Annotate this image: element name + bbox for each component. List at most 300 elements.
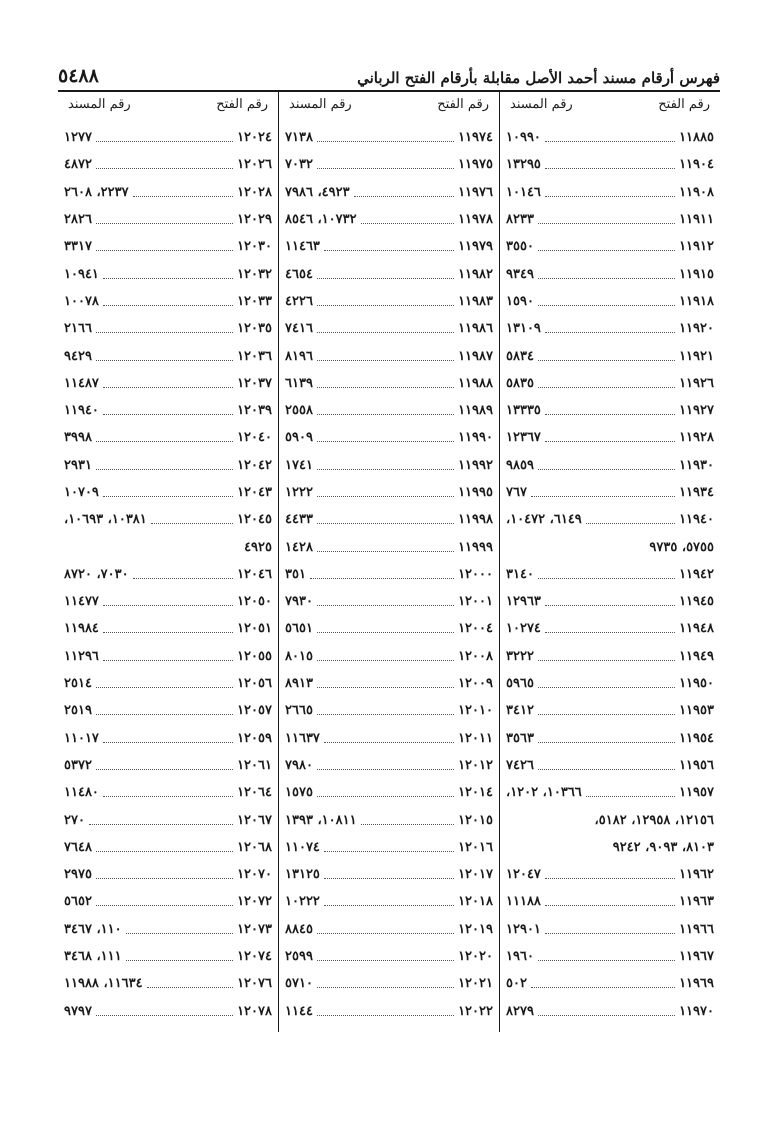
table-row [62,479,274,506]
fath-number: ٥٧١٠ [285,976,313,992]
dot-leader [545,878,675,879]
dot-leader [96,1015,233,1016]
fath-number: ١٢٢٢ [285,485,313,500]
fath-number: ٣١٤٠ [506,566,534,582]
dot-leader [538,1015,675,1016]
fath-number: ٨٩١٣ [285,676,313,692]
fath-number: ١٢٩٦٣ [506,594,541,610]
table-row [62,397,274,424]
dot-leader [354,196,454,197]
fath-number: ٦١٣٩ [285,375,313,391]
table-row [62,806,274,833]
fath-number: ١١٦٣٧ [285,730,320,746]
fath-number: ٢٦٦٥ [285,703,313,719]
musnad-number: ١٢٠١٤ [458,785,493,801]
dot-leader [96,360,233,361]
musnad-number: ١١٩١٨ [679,293,714,309]
musnad-number: ١١٩٢٦ [679,375,714,391]
musnad-number: ١٢٠١٥ [458,812,493,828]
table-row [504,260,716,287]
musnad-number: ١٢٠٧٨ [237,1003,272,1019]
dot-leader [147,987,234,988]
table-row [504,424,716,451]
dot-leader [545,632,675,633]
fath-number: ١٢٧٧ [64,130,92,146]
dot-leader [545,441,675,442]
table-row [62,670,274,697]
fath-number: ٤٤٣٣ [285,512,313,528]
dot-leader [324,905,454,906]
musnad-number: ١٢٠٦١ [237,757,272,773]
table-row [283,615,495,642]
table-row [283,533,495,560]
fath-number: ١٠٢٧٤ [506,621,541,637]
musnad-number: ١٢٠١٩ [458,921,493,937]
fath-number: ١٥٧٥ [285,785,313,801]
musnad-number: ١١٩١١ [679,212,714,228]
musnad-number: ١٢٠٧٦ [237,976,272,992]
dot-leader [103,796,233,797]
musnad-number: ١٢٠٢٠ [458,949,493,965]
dot-leader [538,687,675,688]
musnad-number: ١٢٠٥٠ [237,594,272,610]
musnad-number: ١١٩٢١ [679,348,714,364]
musnad-number: ١١٩٦٧ [679,949,714,965]
musnad-number: ١٢٠٥١ [237,621,272,637]
fath-number: ١٠٨١١، ١٣٩٣ [285,812,357,828]
dot-leader [96,714,233,715]
table-row [504,861,716,888]
fath-number: ١٢٠٤٧ [506,867,541,883]
column-header [62,92,274,116]
musnad-number: ١١٩٠٤ [679,157,714,173]
table-row [62,725,274,752]
dot-leader [531,496,675,497]
fath-number: ٥٠٢ [506,976,527,992]
dot-leader [103,605,233,606]
dot-leader [538,960,675,961]
fath-number: ١٠٧٠٩ [64,485,99,500]
fath-number: ١٤٢٨ [285,539,313,555]
dot-leader [545,605,675,606]
musnad-number: ١١٩٤٢ [679,566,714,582]
dot-leader [96,441,233,442]
fath-number: ٩٤٢٩ [64,348,92,364]
fath-number: ١٠٩٩٠ [506,130,541,146]
musnad-number: ١١٩٩٨ [458,512,493,528]
fath-number: ٥٣٧٢ [64,757,92,773]
fath-number: ٢١٦٦ [64,321,92,337]
fath-number: ٥٨٣٤ [506,348,534,364]
musnad-number: ١٢٠٤٢ [237,457,272,473]
fath-number: ٧٩٣٠ [285,594,313,610]
dot-leader [538,250,675,251]
table-row [504,179,716,206]
dot-leader [545,905,675,906]
fath-number: ٢٥٥٨ [285,403,313,419]
dot-leader [96,905,233,906]
dot-leader [317,278,454,279]
table-row [283,779,495,806]
fath-number: ٧٠٣٠، ٨٧٢٠ [64,566,129,582]
dot-leader [103,496,233,497]
musnad-number: ١٢٠٣٩ [237,403,272,419]
page-header [58,62,720,92]
table-row [283,288,495,315]
fath-number: ١١٩٤٠ [64,403,99,419]
musnad-number: ١٢٠١٢ [458,757,493,773]
musnad-number: ١٢٠٢٤ [237,130,272,146]
table-row [283,943,495,970]
fath-number: ٨٢٣٣ [506,212,534,228]
dot-leader [96,469,233,470]
musnad-number: ١٢٠٤٠ [237,430,272,446]
dot-leader [317,960,454,961]
table-row [504,725,716,752]
table-row [283,179,495,206]
dot-leader [96,141,233,142]
table-row [504,124,716,151]
table-row [504,615,716,642]
table-row [504,670,716,697]
dot-leader [324,742,454,743]
dot-leader [545,332,675,333]
fath-number: ٥٩٠٩ [285,430,313,446]
fath-number: ٣٤١٢ [506,703,534,719]
table-row [62,697,274,724]
table-row-continuation [504,806,716,833]
musnad-number: ١٢٠٦٨ [237,839,272,855]
dot-leader [538,278,675,279]
table-row [283,888,495,915]
fath-number: ١١٤٧٧ [64,594,99,610]
fath-number: ٨٨٤٥ [285,921,313,937]
musnad-number: ١١٩٩٢ [458,457,493,473]
fath-number: ٢٩٧٥ [64,867,92,883]
table-row [504,288,716,315]
fath-number: ١٢٩٠١ [506,921,541,937]
dot-leader [545,933,675,934]
table-row [283,643,495,670]
fath-number: ٥٨٣٥ [506,375,534,391]
fath-number: ١١٤٤ [285,1003,313,1019]
dot-leader [317,687,454,688]
dot-leader [317,632,454,633]
table-row [283,206,495,233]
musnad-number: ١٢٠٠٤ [458,621,493,637]
fath-number: ١٠٣٦٦، ١٢٠٢، [506,785,582,801]
dot-leader [545,414,675,415]
dot-leader [317,523,454,524]
table-row [62,206,274,233]
fath-number: ١٣٢٩٥ [506,157,541,173]
musnad-number: ١٢٠٠١ [458,594,493,610]
table-row [62,179,274,206]
fath-number: ٢٧٠ [64,812,85,828]
table-row [62,888,274,915]
musnad-number: ١١٩٥٦ [679,757,714,773]
table-row [62,561,274,588]
musnad-number: ١١٩٢٨ [679,430,714,446]
musnad-number: ١١٩٨٦ [458,321,493,337]
table-row [62,315,274,342]
musnad-number: ١١٩٨٢ [458,266,493,282]
rows-container [62,124,274,1025]
musnad-number: ١١٩١٥ [679,266,714,282]
dot-leader [317,360,454,361]
fath-number: ١١٦٣٤، ١١٩٨٨ [64,976,143,992]
table-row [504,233,716,260]
table-row [504,916,716,943]
dot-leader [324,250,454,251]
musnad-number: ١١٩٥٠ [679,676,714,692]
dot-leader [96,851,233,852]
fath-number: ١١٢٩٦ [64,648,99,664]
musnad-number: ١١٩١٢ [679,239,714,255]
musnad-number: ١١٩٤٠ [679,512,714,528]
index-column-3 [58,92,278,1032]
musnad-number: ١٢٠٣٥ [237,321,272,337]
fath-number: ١٥٩٠ [506,293,534,309]
index-table [58,92,720,1032]
dot-leader [538,305,675,306]
table-row-continuation [504,834,716,861]
dot-leader [586,796,675,797]
dot-leader [317,1015,454,1016]
table-row [504,588,716,615]
musnad-number: ١١٩٩٥ [458,485,493,500]
dot-leader [96,687,233,688]
table-row [62,752,274,779]
musnad-header: رقم المسند [510,96,573,112]
dot-leader [151,523,233,524]
musnad-number: ١١٩٧٨ [458,212,493,228]
fath-number: ١١٠٧٤ [285,839,320,855]
fath-number: ٧٩٨٠ [285,757,313,773]
table-row [283,233,495,260]
table-row [504,151,716,178]
musnad-number: ١٢٠٧٠ [237,867,272,883]
table-row [283,916,495,943]
table-row [504,998,716,1025]
musnad-header: رقم المسند [68,96,131,112]
fath-number: ١٣١٢٥ [285,867,320,883]
table-row [504,397,716,424]
fath-number: ٢٨٢٦ [64,212,92,228]
musnad-number: ١٢٠١٧ [458,867,493,883]
fath-number: ٨١٠٣، ٩٠٩٣، ٩٢٤٢ [612,839,714,855]
dot-leader [538,578,675,579]
table-row [62,970,274,997]
musnad-number: ١٢٠٣٠ [237,239,272,255]
table-row [504,643,716,670]
musnad-number: ١١٩٤٨ [679,621,714,637]
fath-number: ٣٥١ [285,566,306,582]
musnad-number: ١٢٠٥٧ [237,703,272,719]
page-number: ٥٤٨٨ [58,65,99,87]
fath-number: ١١١٨٨ [506,894,541,910]
fath-number: ١٣٣٣٥ [506,403,541,419]
dot-leader [538,469,675,470]
table-row [62,151,274,178]
fath-number: ٦١٤٩، ١٠٤٧٢، [506,512,582,528]
dot-leader [317,305,454,306]
column-header [504,92,716,116]
fath-number: ٢٩٣١ [64,457,92,473]
musnad-number: ١٢٠٣٧ [237,375,272,391]
table-row [283,452,495,479]
table-row [283,834,495,861]
dot-leader [317,496,454,497]
dot-leader [133,578,233,579]
musnad-number: ١٢٠٣٢ [237,266,272,282]
musnad-number: ١٢٠٧٣ [237,921,272,937]
fath-number: ١١١، ٣٤٦٨ [64,949,122,965]
table-row [62,643,274,670]
table-row [283,697,495,724]
fath-number: ٢٥٩٩ [285,949,313,965]
table-row [62,916,274,943]
musnad-number: ١٢٠٥٥ [237,648,272,664]
musnad-number: ١٢٠٧٤ [237,949,272,965]
fath-number: ٢٥١٤ [64,676,92,692]
table-row [504,970,716,997]
fath-number: ٣٣١٧ [64,239,92,255]
table-row [504,479,716,506]
table-row [504,206,716,233]
musnad-number: ١٢٠٥٦ [237,676,272,692]
dot-leader [317,796,454,797]
table-row [504,943,716,970]
table-row-continuation [62,533,274,560]
musnad-number: ١٢٠١٦ [458,839,493,855]
fath-number: ١٩٦٠ [506,949,534,965]
dot-leader [538,660,675,661]
dot-leader [310,578,454,579]
musnad-number: ١٢٠٢٢ [458,1003,493,1019]
dot-leader [324,878,454,879]
musnad-number: ١١٩٣٤ [679,485,714,500]
musnad-number: ١٢٠٦٤ [237,785,272,801]
table-row [283,806,495,833]
musnad-number: ١٢٠٣٣ [237,293,272,309]
dot-leader [545,196,675,197]
musnad-number: ١١٩٩٩ [458,539,493,555]
musnad-number: ١٢٠٤٥ [237,512,272,528]
fath-number: ٤٦٥٤ [285,266,313,282]
fath-number: ١٠٠٧٨ [64,293,99,309]
musnad-number: ١١٩٧٩ [458,239,493,255]
fath-number: ٧٦٧ [506,485,527,500]
fath-number: ١١٩٨٤ [64,621,99,637]
table-row [283,561,495,588]
musnad-number: ١٢٠٠٠ [458,566,493,582]
dot-leader [538,360,675,361]
table-row [62,588,274,615]
musnad-number: ١١٩٢٠ [679,321,714,337]
dot-leader [317,933,454,934]
musnad-number: ١١٩٨٣ [458,293,493,309]
column-header [283,92,495,116]
table-row [283,315,495,342]
table-row [283,970,495,997]
table-row [62,834,274,861]
dot-leader [317,987,454,988]
fath-number: ٧١٣٨ [285,130,313,146]
index-column-1 [499,92,720,1032]
table-row [62,615,274,642]
fath-number: ٣٩٩٨ [64,430,92,446]
fath-number: ١٢١٥٦، ١٢٩٥٨، ٥١٨٢، [594,812,714,828]
dot-leader [317,714,454,715]
fath-number: ٥٧٥٥، ٩٧٣٥ [649,539,714,555]
dot-leader [317,551,454,552]
dot-leader [317,469,454,470]
musnad-number: ١١٩٨٩ [458,403,493,419]
dot-leader [538,387,675,388]
fath-number: ٧٦٤٨ [64,839,92,855]
musnad-number: ١١٩٧٥ [458,157,493,173]
fath-number: ٨٠١٥ [285,648,313,664]
dot-leader [317,414,454,415]
fath-number: ٢٢٣٧، ٢٦٠٨ [64,184,129,200]
table-row [504,779,716,806]
musnad-number: ١١٩٤٩ [679,648,714,664]
dot-leader [96,769,233,770]
fath-number: ٧٤٢٦ [506,757,534,773]
table-row [283,752,495,779]
table-row [283,588,495,615]
dot-leader [96,878,233,879]
dot-leader [126,960,233,961]
table-row [283,124,495,151]
fath-number: ٩٣٤٩ [506,266,534,282]
table-row [62,370,274,397]
musnad-number: ١٢٠٢١ [458,976,493,992]
rows-container [283,124,495,1025]
table-row [62,342,274,369]
musnad-number: ١٢٠٤٦ [237,566,272,582]
musnad-number: ١١٩٦٣ [679,894,714,910]
musnad-number: ١١٩٦٢ [679,867,714,883]
table-row-continuation [504,533,716,560]
musnad-number: ١١٩٩٠ [458,430,493,446]
fath-number: ٣٥٦٣ [506,730,534,746]
dot-leader [317,168,454,169]
dot-leader [317,769,454,770]
fath-number: ١٠٩٤١ [64,266,99,282]
musnad-number: ١١٩٣٠ [679,457,714,473]
fath-number: ١٠٣٨١، ١٠٦٩٣، [64,512,147,528]
table-row [283,397,495,424]
fath-header: رقم الفتح [658,96,710,112]
fath-number: ١٧٤١ [285,457,313,473]
dot-leader [103,660,233,661]
table-row [62,861,274,888]
table-row [283,725,495,752]
dot-leader [96,332,233,333]
dot-leader [103,632,233,633]
fath-number: ١١٤٨٠ [64,785,99,801]
dot-leader [96,250,233,251]
dot-leader [103,305,233,306]
fath-number: ٥٦٥١ [285,621,313,637]
table-row [504,342,716,369]
table-row [283,151,495,178]
musnad-number: ١١٩٦٦ [679,921,714,937]
fath-number: ٧٠٣٢ [285,157,313,173]
musnad-number: ١١٩٨٨ [458,375,493,391]
